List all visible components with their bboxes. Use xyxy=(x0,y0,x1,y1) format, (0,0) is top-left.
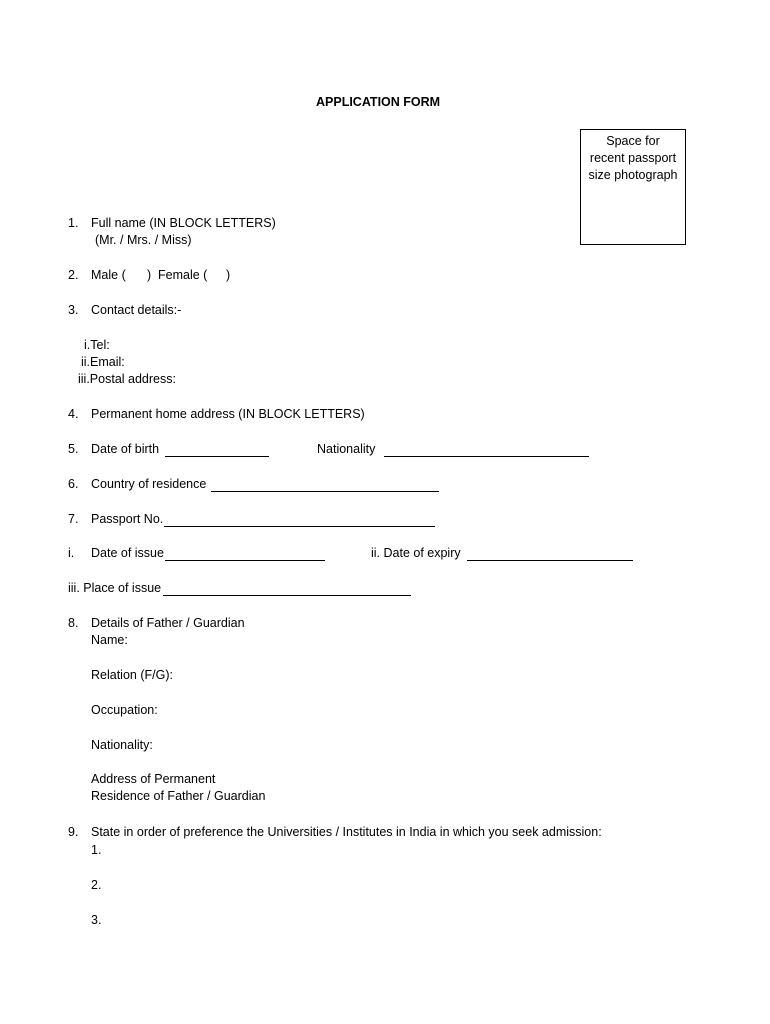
father-address-label-line-1: Address of Permanent xyxy=(91,772,216,786)
postal-address-label: iii.Postal address: xyxy=(78,372,176,386)
place-of-issue-label: iii. Place of issue xyxy=(68,581,162,595)
email-label: ii.Email: xyxy=(81,355,125,369)
full-name-titles: (Mr. / Mrs. / Miss) xyxy=(95,233,192,247)
item-number-1: 1. xyxy=(68,216,79,230)
passport-number-line[interactable] xyxy=(164,526,435,527)
female-label: Female ( xyxy=(158,268,208,282)
full-name-label: Full name (IN BLOCK LETTERS) xyxy=(91,216,276,230)
university-preference-3: 3. xyxy=(91,913,102,927)
male-label: Male ( xyxy=(91,268,126,282)
item-number-i: i. xyxy=(68,546,75,560)
item-number-6: 6. xyxy=(68,477,79,491)
relation-label: Relation (F/G): xyxy=(91,668,173,682)
passport-number-label: Passport No. xyxy=(91,512,164,526)
photo-label-line-3: size photograph xyxy=(588,168,678,182)
place-of-issue-line[interactable] xyxy=(163,595,411,596)
country-of-residence-line[interactable] xyxy=(211,491,439,492)
tel-label: i.Tel: xyxy=(84,338,110,352)
photo-placeholder-box xyxy=(580,129,686,245)
university-preference-2: 2. xyxy=(91,878,102,892)
item-number-3: 3. xyxy=(68,303,79,317)
nationality-label: Nationality xyxy=(317,442,376,456)
date-of-expiry-label: ii. Date of expiry xyxy=(371,546,461,560)
item-number-4: 4. xyxy=(68,407,79,421)
father-guardian-details-label: Details of Father / Guardian xyxy=(91,616,245,630)
item-number-8: 8. xyxy=(68,616,79,630)
nationality-line[interactable] xyxy=(384,456,589,457)
university-preference-1: 1. xyxy=(91,843,102,857)
date-of-expiry-line[interactable] xyxy=(467,560,633,561)
item-number-2: 2. xyxy=(68,268,79,282)
male-close-bracket: ) xyxy=(147,268,152,282)
date-of-issue-line[interactable] xyxy=(165,560,325,561)
form-title: APPLICATION FORM xyxy=(316,95,441,109)
permanent-address-label: Permanent home address (IN BLOCK LETTERS) xyxy=(91,407,365,421)
occupation-label: Occupation: xyxy=(91,703,158,717)
item-number-7: 7. xyxy=(68,512,79,526)
date-of-birth-line[interactable] xyxy=(165,456,269,457)
date-of-issue-label: Date of issue xyxy=(91,546,164,560)
father-nationality-label: Nationality: xyxy=(91,738,153,752)
contact-details-label: Contact details:- xyxy=(91,303,182,317)
country-of-residence-label: Country of residence xyxy=(91,477,207,491)
father-name-label: Name: xyxy=(91,633,128,647)
item-number-9: 9. xyxy=(68,825,79,839)
item-number-5: 5. xyxy=(68,442,79,456)
father-address-label-line-2: Residence of Father / Guardian xyxy=(91,789,266,803)
female-close-bracket: ) xyxy=(226,268,231,282)
photo-label-line-2: recent passport xyxy=(589,151,677,165)
photo-label-line-1: Space for xyxy=(606,134,660,148)
university-preference-label: State in order of preference the Universities / Institutes in India in which you seek admission: xyxy=(91,825,602,839)
date-of-birth-label: Date of birth xyxy=(91,442,160,456)
